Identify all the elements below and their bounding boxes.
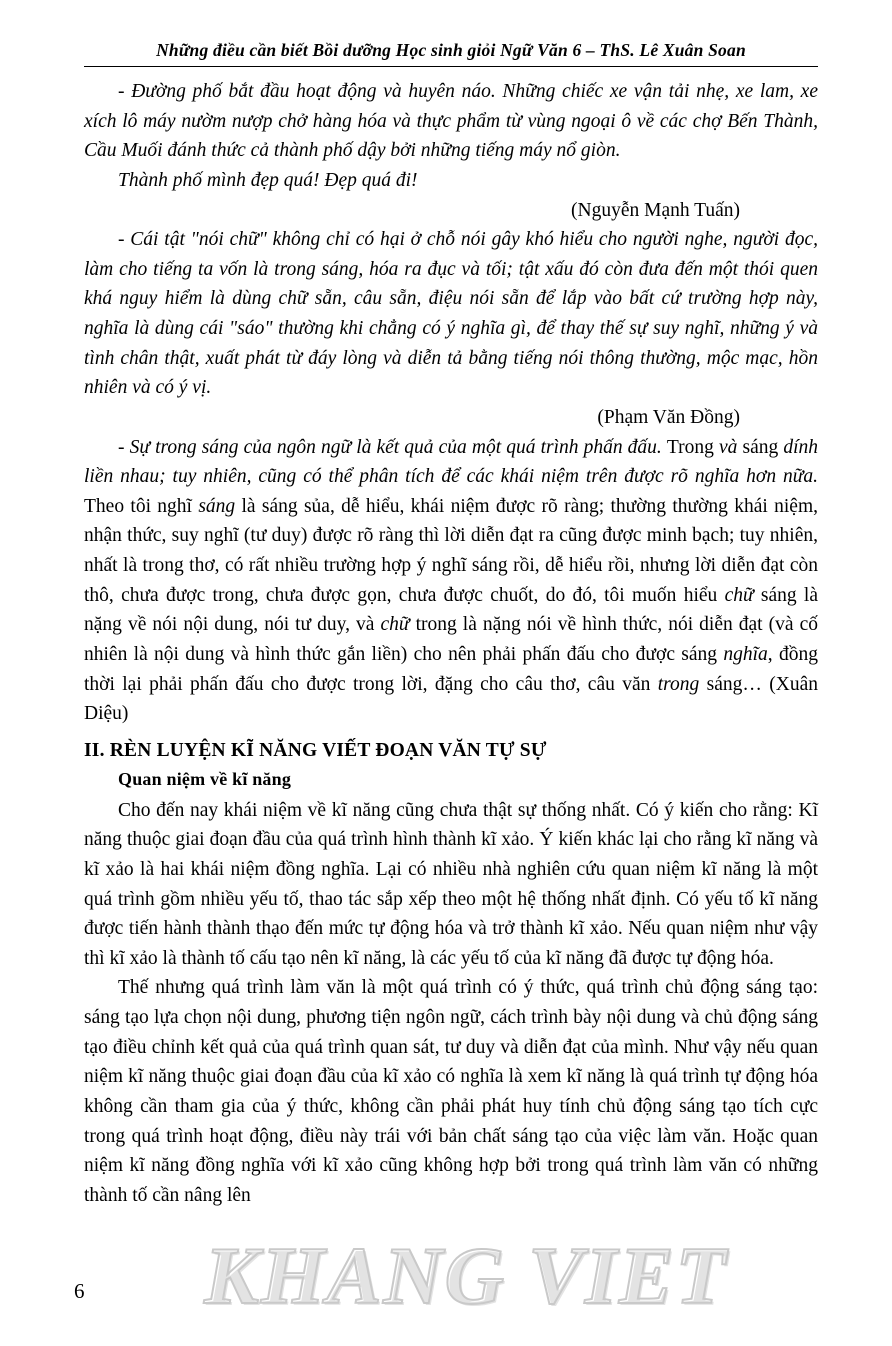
document-body [84,77,818,1210]
text-segment: trong [657,673,707,695]
text-segment: sáng [742,436,779,458]
text-segment: , đồng thời lại phải phấn đấu cho được trong lời, đặng cho câu thơ, câu văn [84,643,818,695]
text-segment: là nặng nói về hình thức, nói diễn đạt (và cố nhiên là nội dung và hình thức gắn liền) cho nên phải phấn đấu cho được sáng [84,614,818,665]
attribution-pham-van-dong: (Phạm Văn Đồng) [597,406,740,428]
text-segment: nghĩa [723,643,768,665]
paragraph-khai-niem-ki-nang: Cho đến nay khái niệm về kĩ năng cũng chưa thật sự thống nhất. Có ý kiến cho rằng: Kĩ năng thuộc giai đoạn đầu của quá trình hình thành kĩ xảo. Ý kiến khác lại cho rằng kĩ năng và kĩ xảo là hai khái niệm đồng nghĩa. Lại có nhiều nhà nghiên cứu quan niệm kĩ năng là một quá trình gồm nhiều yếu tố, thao tác sắp xếp theo một hệ thống nhất định. Có yếu tố kĩ năng được tiến hành thành thạo đến mức tự động hóa và trở thành kĩ xảo. Nếu quan niệm như vậy thì kĩ xảo là thành tố cấu tạo nên kĩ năng, là các yếu tố của kĩ năng đã được tự động hóa. [84,799,818,969]
attribution-nguyen-manh-tuan: (Nguyễn Mạnh Tuấn) [571,199,740,221]
text-segment: chữ [380,614,416,636]
page-number: 6 [74,1279,85,1303]
publisher-watermark: KHANG VIET [204,1230,728,1321]
paragraph-city-exclaim: Thành phố mình đẹp quá! Đẹp quá đi! [118,169,418,191]
running-header: Những điều cần biết Bồi dưỡng Học sinh giỏi Ngữ Văn 6 – ThS. Lê Xuân Soan [84,40,818,67]
text-segment: sáng [198,495,242,517]
paragraph-street-scene: - Đường phố bắt đầu hoạt động và huyên náo. Những chiếc xe vận tải nhẹ, xe lam, xe xích lô máy nườm nượp chở hàng hóa và thực phẩm từ vùng ngoại ô về các chợ Bến Thành, Cầu Muối đánh thức cả thành phố dậy bởi những tiếng máy nổ giòn. [84,81,818,162]
text-segment: và [713,436,743,458]
text-segment: Theo tôi nghĩ [84,495,199,517]
text-segment: sáng là nặng về nói nội dung, nói tư duy, và [84,584,818,636]
heading-quan-niem-ki-nang: Quan niệm về kĩ năng [118,769,292,790]
text-segment: - Sự trong sáng của ngôn ngữ là kết quả của một quá trình phấn đấu. [118,436,667,458]
text-segment: chữ [724,584,761,606]
text-segment: Trong [666,436,714,458]
paragraph-qua-trinh-lam-van: Thế nhưng quá trình làm văn là một quá trình có ý thức, quá trình chủ động sáng tạo: sáng tạo lựa chọn nội dung, phương tiện ngôn ngữ, cách trình bày nội dung và chủ động sáng tạo điều chỉnh kết quả của quá trình quan sát, tư duy và diễn đạt của mình. Như vậy nếu quan niệm kĩ năng thuộc giai đoạn đầu của kĩ xảo có nghĩa là xem kĩ năng là quá trình tự động hóa không cần tham gia của ý thức, không cần phải phát huy tính chủ động sáng tạo tích cực trong quá trình hoạt động, điều này trái với bản chất sáng tạo của việc làm văn. Hoặc quan niệm kĩ năng đồng nghĩa với kĩ xảo cũng không hợp bởi trong quá trình làm văn có những thành tố cần nâng lên [84,977,818,1206]
paragraph-xuan-dieu [84,433,818,729]
text-segment: là sáng sủa, dễ hiểu, khái niệm được rõ ràng; thường thường khái niệm, nhận thức, suy nghĩ (tư duy) được rõ ràng thì lời diễn đạt ra cũng được minh bạch; tuy nhiên, nhất là trong thơ, có rất nhiều trường hợp ý nghĩ sáng rồi, dễ hiểu rồi, nhưng lời diễn đạt còn thô, chưa được trong, chưa được gọn, chưa được chuốt, do đó, tôi muốn hiểu [84,495,818,606]
heading-section-ii: II. RÈN LUYỆN KĨ NĂNG VIẾT ĐOẠN VĂN TỰ SỰ [84,739,547,761]
paragraph-noi-chu: - Cái tật "nói chữ" không chỉ có hại ở chỗ nói gây khó hiểu cho người nghe, người đọc, làm cho tiếng ta vốn là trong sáng, hóa ra đục và tối; tật xấu đó còn đưa đến một thói quen khá nguy hiểm là dùng chữ sẵn, câu sẵn, điệu nói sẵn để lắp vào bất cứ trường hợp này, nghĩa là dùng cái "sáo" thường khi chẳng có ý nghĩa gì, để thay thế sự suy nghĩ, những ý và tình chân thật, xuất phát từ đáy lòng và diễn tả bằng tiếng nói thông thường, mộc mạc, hồn nhiên và có ý vị. [84,229,818,399]
text-segment: dính liền nhau; tuy nhiên, cũng có thể phân tích để các khái niệm trên được rõ nghĩa hơn nữa. [84,436,819,488]
text-segment: sáng… (Xuân Diệu) [84,673,818,725]
text-segment: trong [415,614,463,636]
